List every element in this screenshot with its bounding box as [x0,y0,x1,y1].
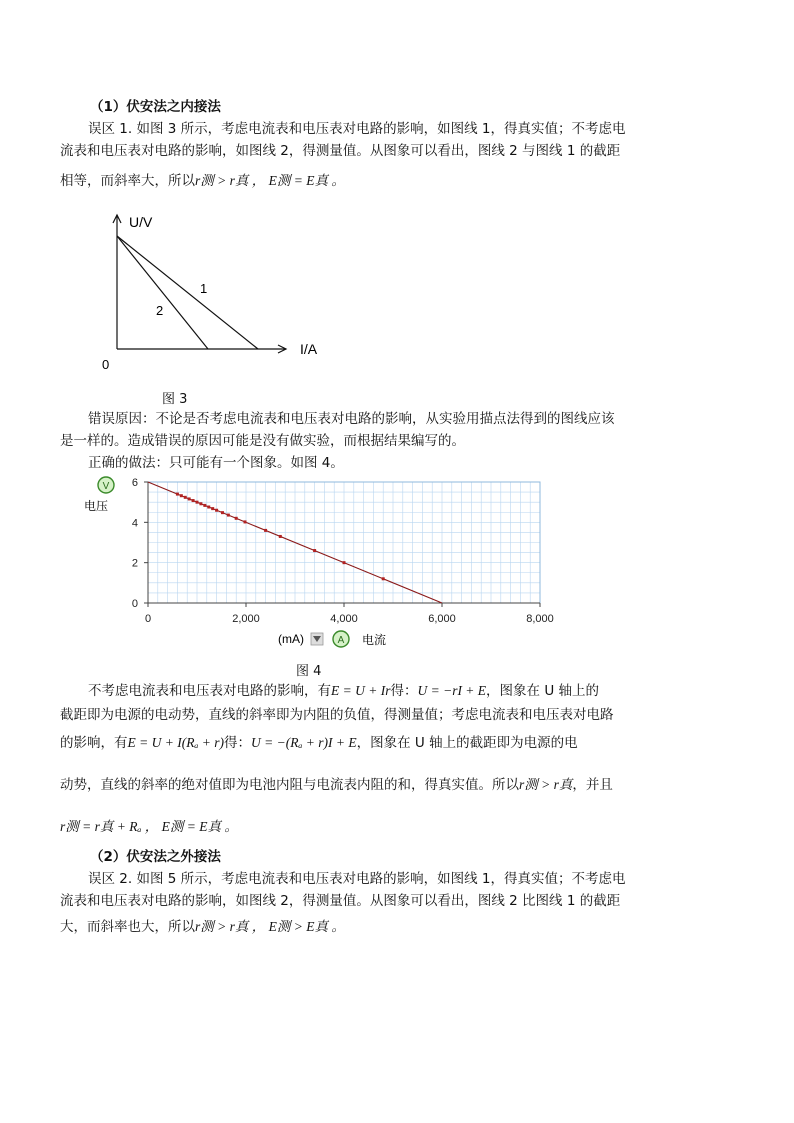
section1-formula: r测 > r真 ， E测 = E真 。 [195,173,345,188]
analysis-line4 [60,774,740,796]
section2-line2: 流表和电压表对电路的影响，如图线 2，得测量值。从图象可以看出，图线 2 比图线 1 的截距 [60,893,621,909]
section2-text: 大，而斜率也大，所以 [60,919,195,935]
fig3-origin-label: 0 [102,357,110,372]
analysis-formula-3: E = U + I(Rₐ + r) [127,735,225,750]
fig3-y-label: U/V [129,214,153,230]
x-tick-label: 4,000 [330,613,358,625]
analysis-text-a: 不考虑电流表和电压表对电路的影响，有 [88,683,331,699]
y-tick-label: 4 [131,517,138,530]
data-point [221,511,224,514]
data-point [176,493,179,496]
data-point [279,535,282,538]
y-tick-label: 6 [131,477,138,489]
x-tick-label: 8,000 [526,613,554,625]
data-point [313,549,316,552]
section1-line2: 流表和电压表对电路的影响，如图线 2，得测量值。从图象可以看出，图线 2 与图线 1 的截距 [60,143,621,159]
y-tick-label: 2 [131,557,138,570]
analysis-text-g: 动势，直线的斜率的绝对值即为电池内阻与电流表内阻的和，得真实值。所以 [60,777,519,793]
x-tick-label: 2,000 [232,613,260,625]
section2-heading: （2）伏安法之外接法 [90,849,221,865]
data-point [244,520,247,523]
fig3-x-label: I/A [300,341,318,357]
figure-3 [90,205,350,375]
data-point [382,577,385,580]
data-point [211,507,214,510]
section2-formula: r测 > r真 ， E测 > E真 。 [195,919,345,934]
section2-line1: 误区 2. 如图 5 所示，考虑电流表和电压表对电路的影响，如图线 1，得真实值；不考虑电 [88,871,626,887]
correct-method-line: 正确的做法：只可能有一个图象。如图 4。 [88,455,344,471]
data-point [235,517,238,520]
fig3-line2-label: 2 [156,303,164,318]
analysis-text-e: 得： [224,735,252,751]
error-cause-line1: 错误原因：不论是否考虑电流表和电压表对电路的影响，从实验用描点法得到的图线应该 [88,411,615,427]
x-tick-label: 6,000 [428,613,456,625]
data-point [199,502,202,505]
section1-heading: （1）伏安法之内接法 [90,99,221,115]
data-point [188,497,191,500]
analysis-formula-5: r测 > r真 [519,777,573,792]
data-point [227,514,230,517]
fig4-x-label: 电流 [362,633,387,647]
analysis-line2: 截距即为电源的电动势，直线的斜率即为内阻的负值，得测量值；考虑电流表和电压表对电路 [60,707,614,723]
analysis-text-c: ，图象在 U 轴上的 [486,683,600,699]
fig4-caption: 图 4 [296,664,322,679]
data-point [203,504,206,507]
data-point [215,509,218,512]
error-cause-line2: 是一样的。造成错误的原因可能是没有做实验，而根据结果编写的。 [60,433,465,449]
section2-line3 [60,916,740,938]
analysis-formula-4: U = −(Rₐ + r)I + E [251,735,357,750]
analysis-text-f: ，图象在 U 轴上的截距即为电源的电 [356,735,578,751]
voltage-sensor-letter: V [102,481,110,492]
fig4-y-sensor[interactable] [98,477,114,493]
fig3-line-1 [117,236,258,349]
section1-line1: 误区 1. 如图 3 所示，考虑电流表和电压表对电路的影响，如图线 1，得真实值；不考虑电 [88,121,626,137]
fig4-y-label: 电压 [84,499,109,513]
data-point [184,496,187,499]
data-point [196,501,199,504]
fig3-caption: 图 3 [162,392,188,407]
current-sensor-letter: A [337,635,345,646]
section1-line3 [60,170,740,192]
figure-4-chart [70,470,560,655]
analysis-formula-2: U = −rI + E [417,683,487,698]
data-point [180,494,183,497]
fig4-x-unit-dropdown[interactable] [278,632,323,646]
section1-text: 相等，而斜率大，所以 [60,173,195,189]
fig3-line1-label: 1 [200,281,208,296]
analysis-line5: r测 = r真 + Rₐ ， E测 = E真 。 [60,819,238,834]
analysis-text-d: 的影响，有 [60,735,128,751]
x-tick-label: 0 [144,613,152,625]
y-tick-label: 0 [131,598,138,610]
analysis-line3 [60,732,740,754]
analysis-text-h: ，并且 [572,777,613,793]
data-point [343,561,346,564]
fig3-line-2 [117,236,208,349]
data-point [207,506,210,509]
data-point [192,499,195,502]
fig4-x-unit: (mA) [278,632,304,646]
analysis-formula-1: E = U + Ir [331,683,391,698]
data-point [264,529,267,532]
analysis-line1 [88,680,748,702]
fig4-plot-area [132,477,554,625]
fig4-x-sensor[interactable] [333,631,349,647]
analysis-text-b: 得： [390,683,418,699]
